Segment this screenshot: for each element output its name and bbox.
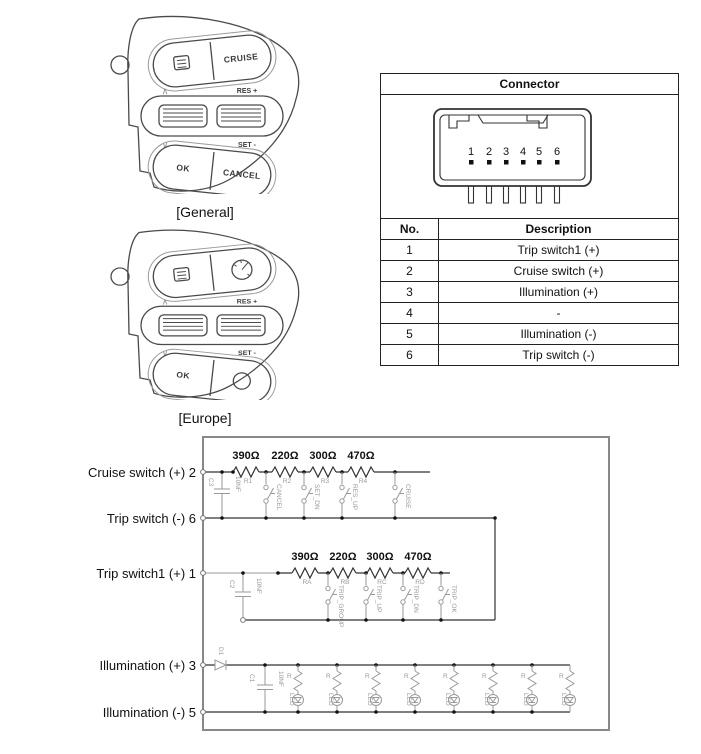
connector-panel	[380, 73, 679, 366]
col-description: Description	[439, 219, 679, 240]
led-branch	[404, 663, 421, 714]
switch-label: SET_DN	[313, 484, 320, 510]
trip-switch-row	[203, 551, 495, 627]
pin-desc: Trip switch1 (+)	[439, 240, 679, 261]
ok-button-label: OK	[175, 369, 191, 381]
pin-desc: Illumination (-)	[439, 324, 679, 345]
capacitor-c1	[248, 663, 284, 714]
switch-label: CRUISE	[404, 484, 411, 509]
europe-switch-figure	[95, 222, 315, 426]
pin-number: 1	[467, 146, 474, 158]
left-rocker	[159, 315, 207, 336]
col-no: No.	[381, 219, 439, 240]
resistor-ref: RC	[377, 579, 387, 586]
cancel-button-label: CANCEL	[222, 167, 262, 182]
led-label: LED	[366, 693, 373, 706]
led-branch	[365, 663, 382, 714]
led-branch	[482, 663, 499, 714]
switch-set-dn	[302, 470, 320, 520]
connector-pin-squares	[469, 160, 560, 165]
pin-no: 1	[381, 240, 439, 261]
pin-number: 3	[502, 146, 509, 158]
resistor-value: 390Ω	[291, 551, 319, 563]
cap-value: 10NF	[255, 578, 262, 594]
led-branch	[559, 665, 576, 712]
set-label: SET -	[238, 350, 256, 357]
rocker-group	[141, 86, 283, 150]
resistor-ref: RA	[302, 579, 312, 586]
circuit-border	[203, 437, 609, 730]
led-resistor-label: R	[365, 673, 370, 680]
led-resistor-label: R	[404, 673, 409, 680]
led-label: LED	[405, 693, 412, 706]
resistor-r3	[310, 467, 336, 477]
pin-desc: Trip switch (-)	[439, 345, 679, 366]
led-label: LED	[522, 693, 529, 706]
set-label: SET -	[238, 142, 256, 149]
right-rocker	[217, 105, 265, 127]
resistor-rc	[367, 568, 393, 578]
pin-no: 5	[381, 324, 439, 345]
switch-label: TRIP_GROUP	[337, 585, 344, 628]
cap-value: 10NF	[234, 476, 241, 492]
top-button-group	[146, 28, 279, 93]
table-row	[381, 345, 679, 366]
table-row	[381, 240, 679, 261]
resistor-r2	[272, 467, 298, 477]
pin6-label: Trip switch (-) 6	[106, 511, 196, 526]
led-label: LED	[444, 693, 451, 706]
led-resistor-label: R	[482, 673, 487, 680]
table-row	[381, 261, 679, 282]
pin-desc: -	[439, 303, 679, 324]
switch-cancel	[264, 470, 282, 520]
led-resistor-label: R	[326, 673, 331, 680]
connector-drawing-cell	[381, 95, 679, 219]
resistor-ref: R4	[358, 478, 368, 485]
connector-pin-numbers	[467, 146, 559, 158]
led-branch	[326, 663, 343, 714]
switch-bezel	[111, 17, 299, 191]
connector-title: Connector	[381, 74, 679, 95]
capacitor-c2	[228, 571, 262, 622]
cap-ref: C3	[207, 478, 214, 487]
resistor-ref: R2	[282, 478, 292, 485]
diode-ref: D1	[217, 647, 224, 656]
down-arrow: ∨	[161, 140, 169, 150]
resistor-r4	[348, 467, 374, 477]
connector-notch-left	[449, 115, 469, 128]
resistor-ref: RD	[415, 579, 425, 586]
pin-no: 3	[381, 282, 439, 303]
res-label: RES +	[236, 298, 258, 306]
pin3-label: Illumination (+) 3	[99, 658, 196, 673]
resistor-ref: R1	[243, 478, 253, 485]
connector-table	[380, 73, 679, 366]
led-resistor-label: R	[443, 673, 448, 680]
menu-icon	[173, 55, 189, 69]
general-caption: [General]	[176, 204, 234, 220]
switch-label: TRIP_DN	[412, 585, 419, 613]
led-label: LED	[483, 693, 490, 706]
led-resistor-label: R	[559, 673, 564, 680]
connector-key-slot	[478, 115, 548, 123]
diode-d1	[215, 647, 226, 670]
capacitor-c3	[207, 470, 241, 520]
cap-ref: C2	[228, 580, 235, 589]
pin-no: 4	[381, 303, 439, 324]
up-arrow: ∧	[161, 86, 169, 96]
pin-no: 2	[381, 261, 439, 282]
resistor-value: 470Ω	[404, 551, 432, 563]
resistor-value: 220Ω	[271, 450, 299, 462]
resistor-value: 470Ω	[347, 450, 375, 462]
switch-label: CANCEL	[275, 484, 282, 511]
pin-number: 5	[535, 146, 542, 158]
resistor-ref: R3	[320, 478, 330, 485]
switch-label: TRIP_UP	[375, 585, 382, 613]
connector-drawing	[382, 95, 678, 215]
table-row	[381, 303, 679, 324]
cruise-dial-icon	[231, 259, 253, 280]
resistor-ra	[292, 568, 318, 578]
pin-number: 2	[485, 146, 492, 158]
switch-label: RES_UP	[351, 484, 358, 511]
pin2-label: Cruise switch (+) 2	[88, 465, 196, 480]
resistor-value: 300Ω	[309, 450, 337, 462]
led-resistor-label: R	[521, 673, 526, 680]
ok-button-label: OK	[175, 162, 191, 174]
cruise-button-label: CRUISE	[223, 51, 259, 65]
res-label: RES +	[236, 88, 258, 95]
resistor-value: 300Ω	[366, 551, 394, 563]
mount-ear	[111, 268, 129, 285]
led-label: LED	[327, 693, 334, 706]
connector-legs	[468, 186, 559, 203]
led-label: LED	[288, 693, 295, 706]
europe-caption: [Europe]	[178, 410, 232, 426]
cap-value: 10NF	[277, 671, 284, 687]
bottom-button-group	[146, 138, 279, 194]
resistor-rd	[405, 568, 431, 578]
resistor-ref: RB	[340, 579, 350, 586]
table-row	[381, 324, 679, 345]
pin-desc: Illumination (+)	[439, 282, 679, 303]
europe-switch-drawing	[95, 222, 315, 400]
bottom-button-group	[146, 347, 279, 400]
left-rocker	[159, 105, 207, 127]
resistor-value: 390Ω	[232, 450, 260, 462]
up-arrow: ∧	[161, 296, 169, 307]
down-arrow: ∨	[161, 348, 169, 358]
illumination-row	[203, 647, 576, 714]
switch-res-up	[340, 470, 358, 520]
resistor-rb	[330, 568, 356, 578]
led-branch	[443, 663, 460, 714]
pin5-label: Illumination (-) 5	[102, 705, 196, 720]
table-row	[381, 282, 679, 303]
circuit-diagram	[0, 432, 701, 754]
pin-number: 4	[519, 146, 526, 158]
pin-desc: Cruise switch (+)	[439, 261, 679, 282]
pin1-label: Trip switch1 (+) 1	[96, 566, 196, 581]
led-label: LED	[560, 693, 567, 706]
cap-ref: C1	[248, 674, 255, 683]
switch-trip-ok	[439, 571, 457, 622]
pin-no: 6	[381, 345, 439, 366]
pin-table-header	[381, 219, 679, 240]
led-resistor-label: R	[287, 673, 292, 680]
led-branch	[287, 663, 304, 714]
switch-bezel	[111, 230, 299, 397]
general-switch-drawing	[95, 8, 315, 194]
resistor-value: 220Ω	[329, 551, 357, 563]
switch-cruise	[393, 470, 411, 520]
pin-number: 6	[553, 146, 560, 158]
rocker-group	[141, 296, 283, 357]
led-branch	[521, 663, 538, 714]
general-switch-figure	[95, 8, 315, 220]
right-rocker	[217, 315, 265, 336]
switch-label: TRIP_OK	[450, 585, 457, 613]
mount-ear	[111, 56, 129, 74]
top-button-group	[146, 242, 279, 307]
menu-icon	[173, 267, 189, 281]
